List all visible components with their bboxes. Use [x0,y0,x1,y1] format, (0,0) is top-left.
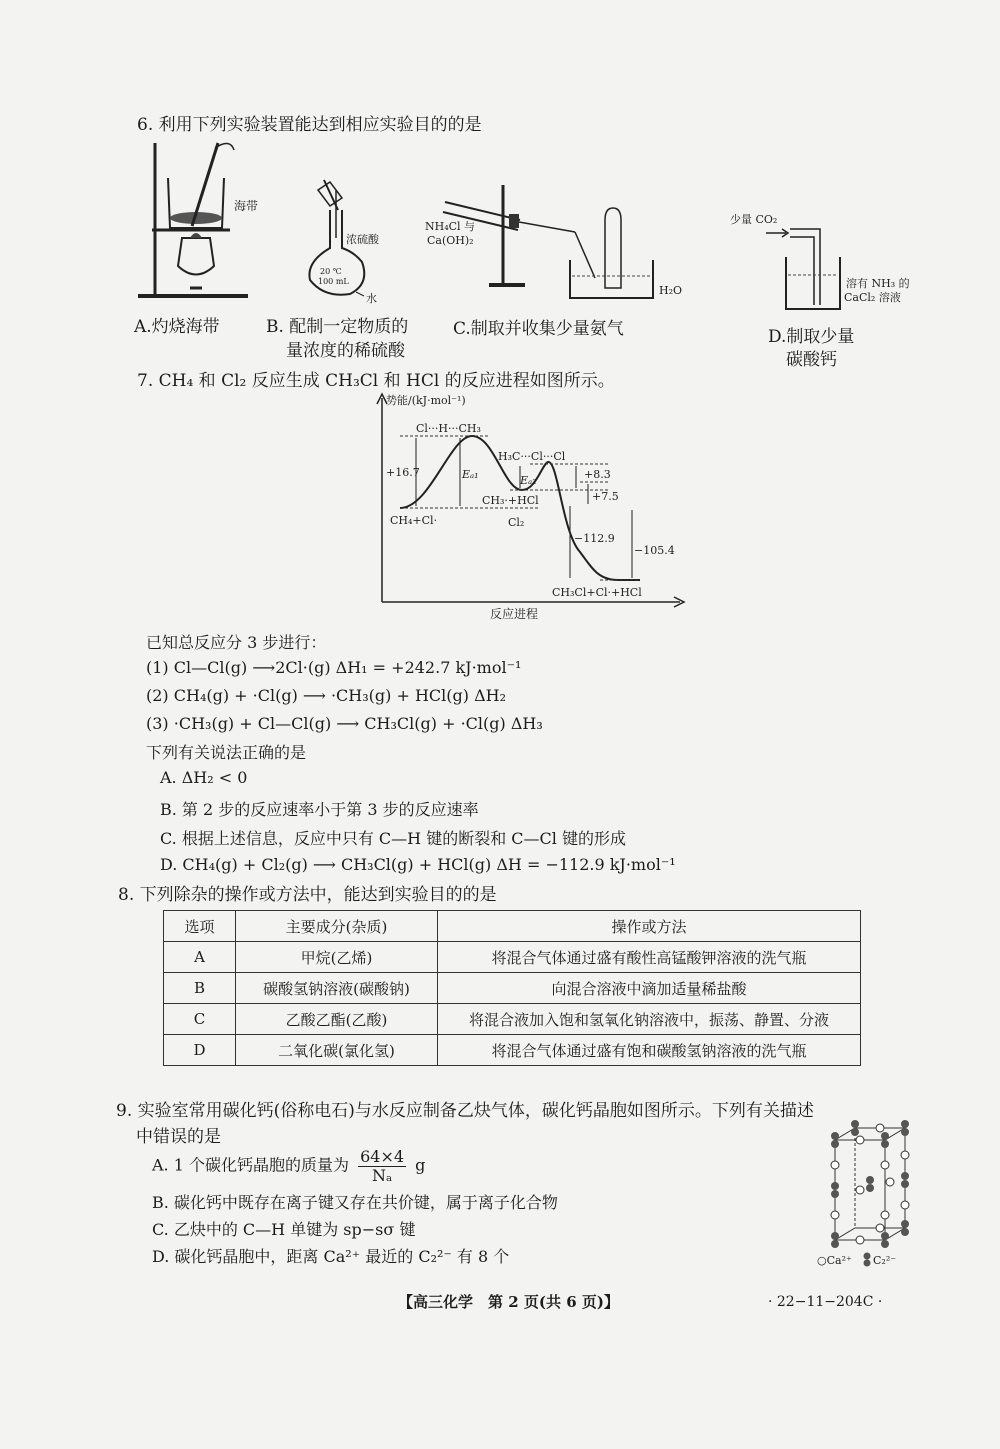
table-header-row [164,911,861,942]
q7-ask: 下列有关说法正确的是 [146,743,307,762]
legend-ca: ○Ca²⁺ [817,1254,852,1267]
cell-option: C [164,1004,236,1035]
label-nongliusuan: 浓硫酸 [346,233,379,246]
diagram-v2: +8.3 [584,468,611,481]
label-solution-2: CaCl₂ 溶液 [844,291,901,304]
apparatus-b-diagram [290,170,410,305]
q9-option-a-prefix: A. 1 个碳化钙晶胞的质量为 [152,1155,349,1175]
label-flask-vol: 100 mL [318,277,349,286]
q7-option-a: A. ΔH₂ < 0 [160,768,248,787]
q9-option-a-unit: g [415,1155,426,1175]
label-haidai: 海带 [234,199,259,213]
table-row [164,942,861,973]
q6-option-a: A.灼烧海带 [134,317,220,337]
diagram-mid2: Cl₂ [508,516,525,529]
q7-step-1: (1) Cl—Cl(g) ⟶2Cl·(g) ΔH₁ = +242.7 kJ·mol⁻¹ [146,658,522,677]
label-co2: 少量 CO₂ [730,213,778,226]
cell-option: B [164,973,236,1004]
diagram-xlabel: 反应进程 [490,607,539,621]
cell-component: 碳酸氢钠溶液(碳酸钠) [236,973,438,1004]
cell-option: A [164,942,236,973]
diagram-ts1: Cl···H···CH₃ [416,422,481,435]
label-h2o: H₂O [659,284,683,297]
header-component: 主要成分(杂质) [236,911,438,942]
q7-step-2: (2) CH₄(g) + ·Cl(g) ⟶ ·CH₃(g) + HCl(g) ΔH₂ [146,686,506,705]
cell-method: 将混合气体通过盛有饱和碳酸氢钠溶液的洗气瓶 [438,1035,861,1066]
legend-c2: C₂²⁻ [873,1254,897,1267]
q6-option-b-line2: 量浓度的稀硫酸 [286,341,405,361]
label-water: 水 [366,292,377,305]
q7-stem: 7. CH₄ 和 Cl₂ 反应生成 CH₃Cl 和 HCl 的反应进程如图所示。 [137,371,615,391]
table-row [164,1035,861,1066]
q7-option-b: B. 第 2 步的反应速率小于第 3 步的反应速率 [160,800,479,819]
diagram-ea2: Eₐ₂ [520,474,537,487]
q6-option-c: C.制取并收集少量氨气 [453,319,624,339]
diagram-ts2: H₃C···Cl···Cl [498,450,566,463]
cell-method: 向混合溶液中滴加适量稀盐酸 [438,973,861,1004]
q7-intro: 已知总反应分 3 步进行： [146,633,327,652]
q9-option-b: B. 碳化钙中既存在离子键又存在共价键，属于离子化合物 [152,1193,558,1212]
watermark: ​ [427,567,473,627]
q9-option-c: C. 乙炔中的 C—H 单键为 sp−sσ 键 [152,1220,416,1239]
cell-method: 将混合气体通过盛有酸性高锰酸钾溶液的洗气瓶 [438,942,861,973]
diagram-end: CH₃Cl+Cl·+HCl [552,586,642,599]
diagram-ea1: Eₐ₁ [462,468,479,481]
q6-option-d-line1: D.制取少量 [768,327,855,347]
label-solution-1: 溶有 NH₃ 的 [846,277,910,290]
label-flask-temp: 20 ℃ [320,267,342,276]
apparatus-d-diagram [728,205,928,315]
crystal-cell-diagram [815,1120,925,1270]
cell-option: D [164,1035,236,1066]
q6-stem: 6. 利用下列实验装置能达到相应实验目的的是 [137,115,482,135]
table-row [164,973,861,1004]
apparatus-a-diagram [130,138,260,303]
header-option: 选项 [164,911,236,942]
q9-stem-line1: 9. 实验室常用碳化钙(俗称电石)与水反应制备乙炔气体，碳化钙晶胞如图所示。下列有关描述 [116,1101,814,1121]
q6-option-b-line1: B. 配制一定物质的 [266,317,409,337]
purification-table [163,910,861,1066]
table-row [164,1004,861,1035]
diagram-v1: +16.7 [386,466,420,479]
q6-option-d-line2: 碳酸钙 [786,350,837,370]
apparatus-c-diagram [425,180,683,310]
diagram-mid1: CH₃·+HCl [482,494,539,507]
label-nh4cl: NH₄Cl 与 [425,220,476,233]
cell-method: 将混合液加入饱和氢氧化钠溶液中，振荡、静置、分液 [438,1004,861,1035]
mass-fraction [358,1148,406,1184]
q9-stem-line2: 中错误的是 [136,1127,221,1147]
diagram-v3: +7.5 [592,490,619,503]
diagram-start: CH₄+Cl· [390,514,438,527]
q9-option-d: D. 碳化钙晶胞中，距离 Ca²⁺ 最近的 C₂²⁻ 有 8 个 [152,1247,510,1266]
q7-option-c: C. 根据上述信息，反应中只有 C—H 键的断裂和 C—Cl 键的形成 [160,829,626,848]
fraction-numerator: 64×4 [360,1147,405,1166]
energy-profile-diagram [370,392,690,622]
header-method: 操作或方法 [438,911,861,942]
q8-stem: 8. 下列除杂的操作或方法中，能达到实验目的的是 [118,885,497,905]
cell-component: 乙酸乙酯(乙酸) [236,1004,438,1035]
q7-option-d: D. CH₄(g) + Cl₂(g) ⟶ CH₃Cl(g) + HCl(g) ΔH = −112.9 kJ·mol⁻¹ [160,855,676,874]
page-footer-title: 【高三化学 第 2 页(共 6 页)】 [398,1293,619,1311]
fraction-denominator: Nₐ [371,1165,393,1185]
cell-component: 二氧化碳(氯化氢) [236,1035,438,1066]
page-footer-code: · 22−11−204C · [768,1294,883,1310]
diagram-v5: −105.4 [634,544,675,557]
label-caoh2: Ca(OH)₂ [427,234,474,247]
diagram-ylabel: 势能/(kJ·mol⁻¹) [386,394,466,407]
cell-component: 甲烷(乙烯) [236,942,438,973]
q9-option-a [152,1148,425,1184]
diagram-v4: −112.9 [574,532,615,545]
q7-step-3: (3) ·CH₃(g) + Cl—Cl(g) ⟶ CH₃Cl(g) + ·Cl(g) ΔH₃ [146,714,543,733]
